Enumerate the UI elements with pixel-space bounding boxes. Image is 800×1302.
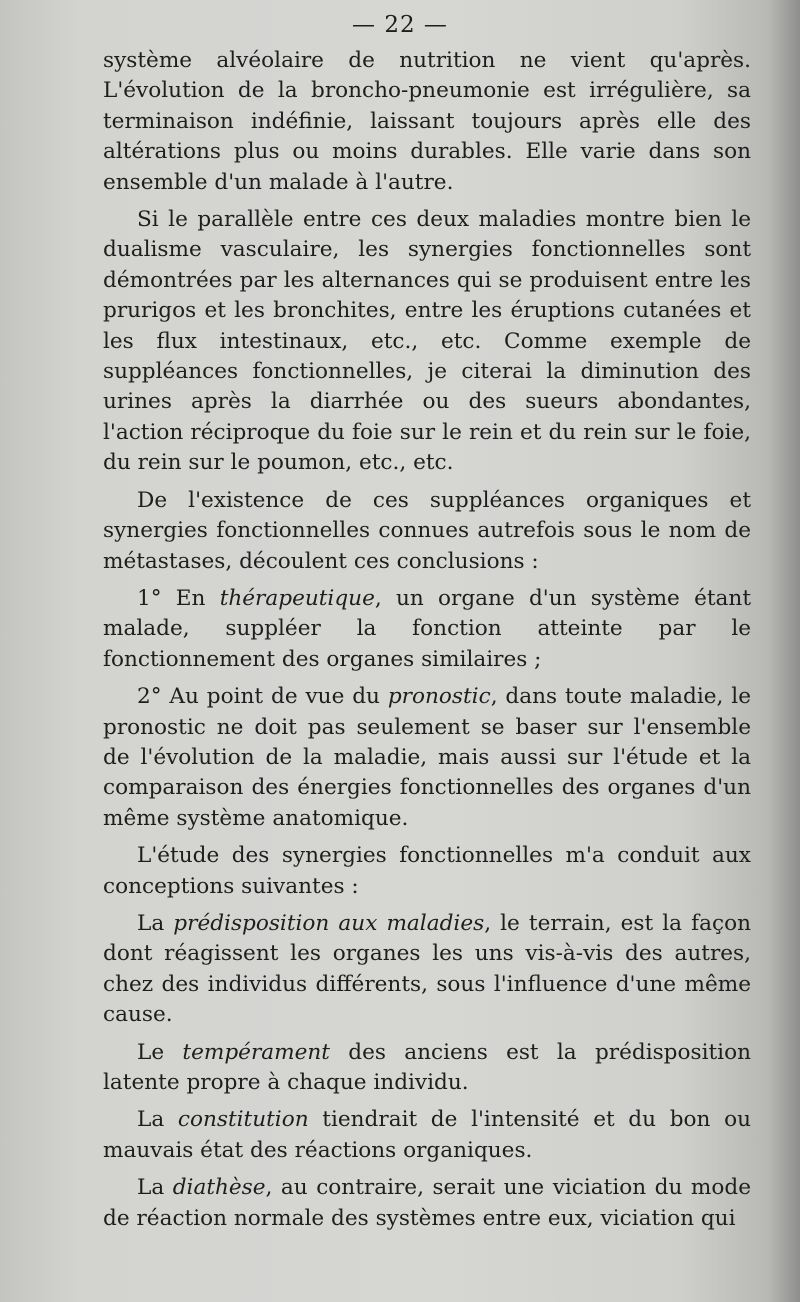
text-run: , au contraire, serait une viciation du mode de réaction normale des systèmes entre eux, viciation qui [103,1175,751,1231]
body-text [103,46,751,1234]
paragraph-p9 [103,1105,751,1166]
text-run: La [137,1175,173,1201]
paragraph-p3 [103,486,751,577]
paragraph-p5 [103,682,751,834]
text-run: Si le parallèle entre ces deux maladies montre bien le dualisme vasculaire, les synergies fonctionnelles sont démontrées par les alternances qui se produisent entre les prurigos et les bronchites, entre les éruptions cutanées et les flux intestinaux, etc., etc. Comme exemple de suppléances fonctionnelles, je citerai la diminution des urines après la diarrhée ou des sueurs abondantes, l'action réciproque du foie sur le rein et du rein sur le foie, du rein sur le poumon, etc., etc. [103,207,751,476]
italic-term: pronostic [387,684,491,710]
text-run: tiendrait de l'intensité et du bon ou mauvais état des réactions organiques. [103,1107,751,1163]
italic-term: constitution [177,1107,309,1133]
paragraph-p7 [103,909,751,1031]
text-run: , dans toute maladie, le pronostic ne doit pas seulement se baser sur l'ensemble de l'évolution de la maladie, mais aussi sur l'étude et la comparaison des énergies fonctionnelles des organes d'un même système anatomique. [103,684,751,831]
italic-term: diathèse [172,1175,266,1201]
text-run: des anciens est la prédisposition latente propre à chaque individu. [103,1039,751,1095]
paragraph-p8 [103,1038,751,1099]
text-run: , un organe d'un système étant malade, suppléer la fonction atteinte par le fonctionnement des organes similaires ; [103,585,751,672]
text-run: 2° Au point de vue du [137,684,388,710]
page-number: — 22 — [352,12,448,38]
text-run: Le [137,1039,183,1065]
paragraph-p1 [103,46,751,198]
text-run: système alvéolaire de nutrition ne vient qu'après. L'évolution de la broncho-pneumonie est irrégulière, sa terminaison indéfinie, laissant toujours après elle des altérations plus ou moins durables. Elle varie dans son ensemble d'un malade à l'autre. [103,48,751,195]
paragraph-p10 [103,1173,751,1234]
text-run: De l'existence de ces suppléances organiques et synergies fonctionnelles connues autrefois sous le nom de métastases, découlent ces conclusions : [103,487,751,574]
text-run: L'étude des synergies fonctionnelles m'a conduit aux conceptions suivantes : [103,843,751,899]
text-run: , le terrain, est la façon dont réagissent les organes les uns vis-à-vis des autres, chez des individus différents, sous l'influence d'une même cause. [103,910,751,1028]
paragraph-p4 [103,584,751,675]
italic-term: prédisposition aux maladies [173,910,485,936]
paragraph-p6 [103,841,751,902]
italic-term: tempérament [182,1039,330,1065]
text-run: 1° En [137,585,220,611]
text-run: La [137,1107,178,1133]
paragraph-p2 [103,205,751,479]
text-run: La [137,910,174,936]
italic-term: thérapeutique [219,585,375,611]
